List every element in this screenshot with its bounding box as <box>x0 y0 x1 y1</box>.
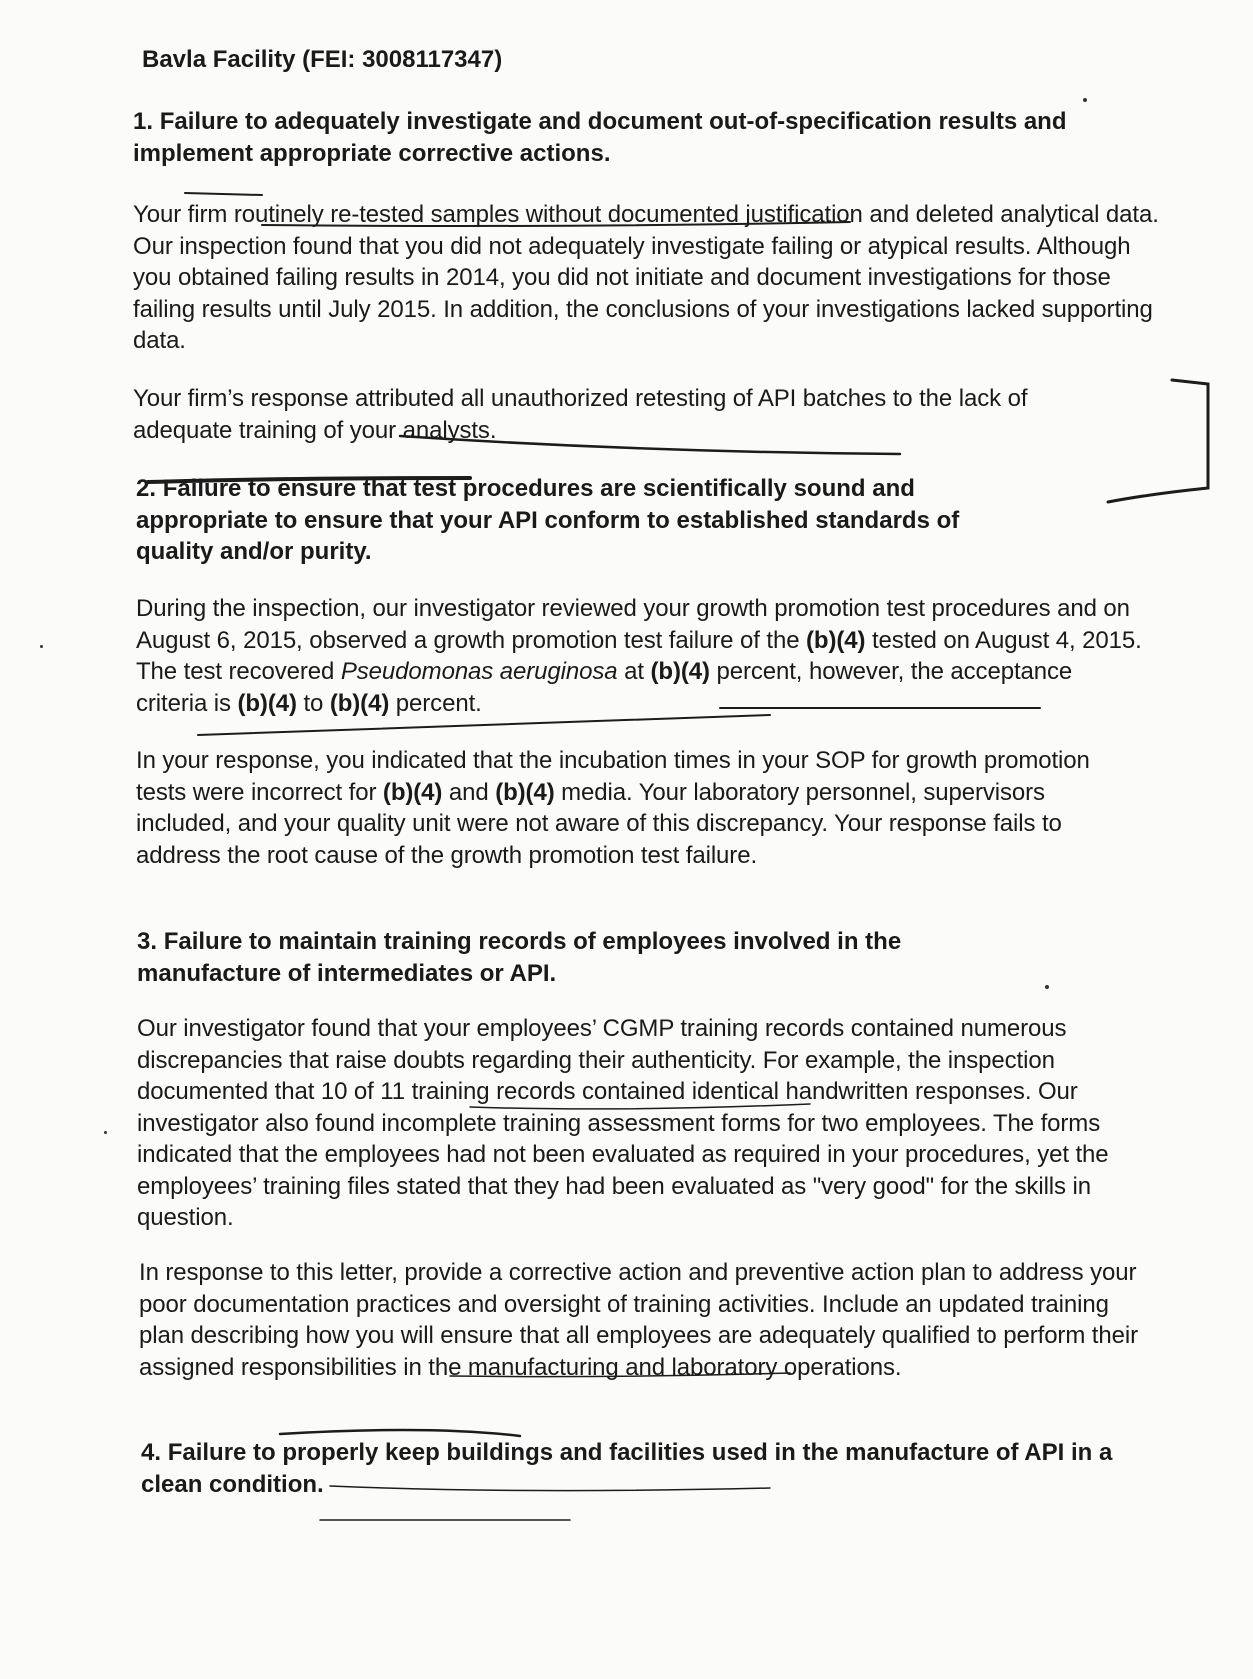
item-1-heading <box>133 106 1173 169</box>
item-3-number: 3. <box>137 928 158 955</box>
pen-underline <box>185 193 262 195</box>
redaction-b4: (b)(4) <box>495 778 555 806</box>
p1-text-a: During the inspection, our investigator reviewed your growth promotion test procedures and on August 6, 2015, observed a growth promotion test failure of the <box>136 595 1130 654</box>
item-4-number: 4. <box>141 1439 162 1466</box>
redaction-b4: (b)(4) <box>382 778 443 806</box>
p1-text-d: at <box>617 658 651 685</box>
item-1-heading-text: Failure to adequately investigate and document out-of-specification results and implement appropriate corrective actions. <box>133 108 1067 167</box>
item-1-number: 1. <box>133 108 154 135</box>
p1-text-f: to <box>296 689 330 717</box>
p1-text-g: percent. <box>389 689 482 717</box>
organism-name: Pseudomonas aeruginosa <box>340 658 618 685</box>
item-2-heading <box>136 473 1036 568</box>
item-3-paragraph-2: In response to this letter, provide a corrective action and preventive action plan to address your poor documentation practices and oversight of training activities. Include an updated training plan describing how you will ensure that all employees are adequately qualified to perform their assigned responsibilities in the manufacturing and laboratory operations. <box>139 1259 1138 1381</box>
scan-speck <box>1083 98 1087 102</box>
item-2-paragraph-2 <box>136 745 1136 871</box>
item-4-heading <box>141 1437 1141 1500</box>
bracket-mark <box>1108 380 1208 502</box>
item-1-paragraph-2: Your firm’s response attributed all unauthorized retesting of API batches to the lack of adequate training of your analysts. <box>133 385 1028 444</box>
p2-text-a: In your response, you indicated that the incubation times in your SOP for growth promotion tests were incorrect for <box>136 747 1090 806</box>
redaction-b4: (b)(4) <box>806 626 866 654</box>
scan-speck <box>40 645 43 648</box>
item-3-heading-text: Failure to maintain training records of employees involved in the manufacture of intermediates or API. <box>137 928 902 987</box>
p2-text-d: media. Your laboratory personnel, supervisors included, and your quality unit were not aware of this discrepancy. Your response fails to address the root cause of the growth promotion test failure. <box>136 778 1062 869</box>
redaction-b4: (b)(4) <box>650 658 710 685</box>
item-3-heading <box>137 926 1017 989</box>
scan-speck <box>1045 985 1049 989</box>
item-2-number: 2. <box>136 475 157 502</box>
p1-text-e: percent, however, the acceptance criteria is <box>136 658 1073 717</box>
item-1-paragraph-1: Your firm routinely re-tested samples without documented justification and deleted analytical data. Our inspection found that you did not adequately investigate failing or atypical results. Although you obtained failing results in 2014, you did not initiate and document investigations for those failing results until July 2015. In addition, the conclusions of your investigations lacked supporting data. <box>133 201 1159 354</box>
item-3-paragraph-1: Our investigator found that your employees’ CGMP training records contained numerous discrepancies that raise doubts regarding their authenticity. For example, the inspection documented that 10 of 11 training records contained identical handwritten responses. Our investigator also found incomplete training assessment forms for two employees. The forms indicated that the employees had not been evaluated as required in your procedures, yet the employees’ training files stated that they had been evaluated as "very good" for the skills in question. <box>137 1015 1109 1231</box>
item-4-heading-text: Failure to properly keep buildings and facilities used in the manufacture of API in a clean condition. <box>141 1439 1113 1498</box>
facility-title: Bavla Facility (FEI: 3008117347) <box>142 46 503 73</box>
p1-text-c: tested on August 4, 2015. The test recovered <box>136 626 1142 685</box>
pen-strike <box>280 1430 520 1436</box>
item-2-heading-text: Failure to ensure that test procedures are scientifically sound and appropriate to ensure that your API conform to established standards of quality and/or purity. <box>136 475 960 565</box>
p2-text-c: and <box>442 778 496 806</box>
redaction-b4: (b)(4) <box>237 689 297 717</box>
redaction-b4: (b)(4) <box>329 689 390 717</box>
item-2-paragraph-1 <box>136 593 1146 719</box>
scan-speck <box>104 1131 107 1134</box>
